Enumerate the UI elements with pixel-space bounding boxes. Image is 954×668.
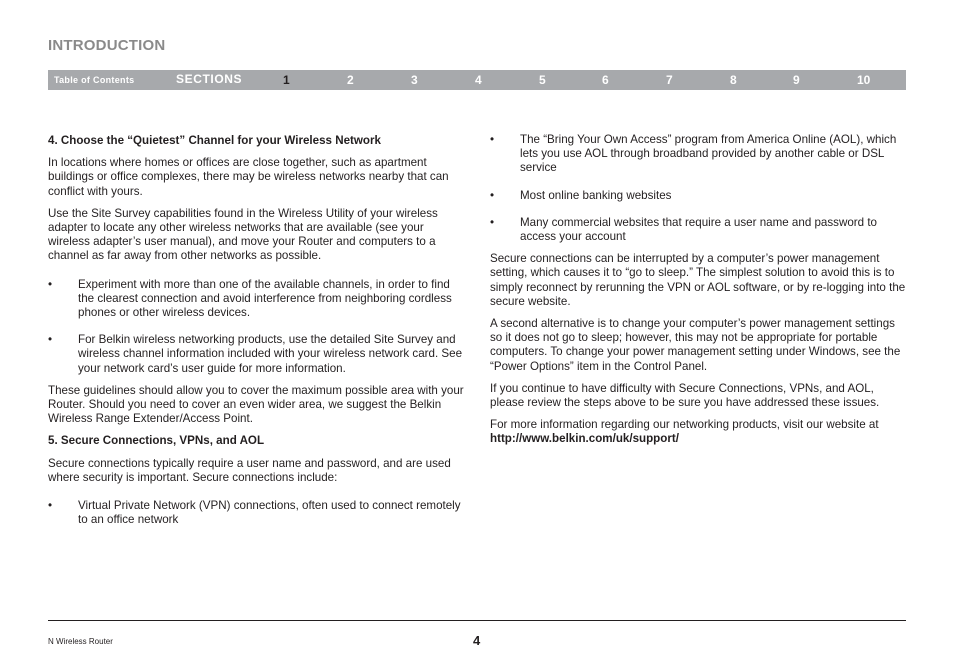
paragraph: Secure connections typically require a user name and password, and are used where security is important. Secure connections include: bbox=[48, 456, 451, 484]
bullet-item bbox=[490, 133, 910, 176]
heading-quietest-channel: 4. Choose the “Quietest” Channel for your Wireless Network bbox=[48, 134, 381, 147]
bullet-text: Most online banking websites bbox=[520, 188, 672, 202]
paragraph: These guidelines should allow you to cover the maximum possible area with your Router. Should you need to cover an even wider area, we suggest the Belkin Wireless Range Extender/Access Point. bbox=[48, 383, 464, 426]
bullet-icon: • bbox=[48, 333, 53, 347]
bullet-icon: • bbox=[490, 215, 495, 229]
bullet-text: For Belkin wireless networking products, use the detailed Site Survey and wireless channel information included with your wireless network card. See your network card’s user guide for more information. bbox=[78, 333, 463, 375]
right-column bbox=[490, 133, 910, 455]
bullet-item bbox=[48, 499, 468, 527]
section-navigation-bar bbox=[48, 70, 906, 90]
bullet-text: The “Bring Your Own Access” program from America Online (AOL), which lets you use AOL through broadband provided by another cable or DSL service bbox=[520, 133, 897, 175]
bullet-text: Virtual Private Network (VPN) connections, often used to connect remotely to an office network bbox=[78, 499, 461, 527]
bullet-text: Experiment with more than one of the available channels, in order to find the clearest connection and avoid interference from neighboring cordless phones or other wireless devices. bbox=[78, 277, 452, 320]
page-number: 4 bbox=[473, 633, 481, 648]
bullet-item bbox=[490, 189, 910, 203]
bullet-item bbox=[48, 333, 468, 376]
bullet-icon: • bbox=[48, 499, 53, 513]
left-column bbox=[48, 134, 468, 540]
section-link-5[interactable]: 5 bbox=[539, 73, 546, 87]
bullet-icon: • bbox=[490, 188, 495, 202]
section-link-4[interactable]: 4 bbox=[475, 73, 482, 87]
sections-label: SECTIONS bbox=[176, 72, 243, 86]
chapter-title: INTRODUCTION bbox=[48, 37, 166, 54]
support-link[interactable]: http://www.belkin.com/uk/support/ bbox=[490, 432, 679, 446]
paragraph: Secure connections can be interrupted by a computer’s power management setting, which causes it to “go to sleep.” The simplest solution to avoid this is to simply reconnect by rerunning the VPN or AOL software, or by re-logging into the secure website. bbox=[490, 252, 906, 308]
table-of-contents-link[interactable]: Table of Contents bbox=[54, 75, 135, 85]
footer-product-name: N Wireless Router bbox=[48, 637, 113, 646]
footer-divider bbox=[48, 620, 906, 621]
paragraph bbox=[490, 418, 910, 446]
paragraph: If you continue to have difficulty with Secure Connections, VPNs, and AOL, please review the steps above to be sure you have addressed these issues. bbox=[490, 381, 880, 410]
section-link-3[interactable]: 3 bbox=[411, 73, 418, 87]
section-link-2[interactable]: 2 bbox=[347, 73, 354, 87]
bullet-icon: • bbox=[490, 133, 495, 146]
paragraph: In locations where homes or offices are close together, such as apartment buildings or office complexes, there may be wireless networks nearby that can conflict with yours. bbox=[48, 156, 449, 198]
bullet-item bbox=[48, 278, 468, 321]
section-link-9[interactable]: 9 bbox=[793, 73, 800, 87]
section-link-8[interactable]: 8 bbox=[730, 73, 737, 87]
section-link-1[interactable]: 1 bbox=[283, 73, 290, 87]
bullet-item bbox=[490, 216, 910, 244]
bullet-icon: • bbox=[48, 277, 53, 291]
paragraph: A second alternative is to change your computer’s power management settings so it does not go to sleep; however, this may not be appropriate for portable computers. To change your power management setting under Windows, see the “Power Options” item in the Control Panel. bbox=[490, 317, 901, 373]
paragraph: Use the Site Survey capabilities found in the Wireless Utility of your wireless adapter to locate any other wireless networks that are available (see your wireless adapter’s user manual), and move your Router and computers to a channel as far away from other networks as possible. bbox=[48, 206, 438, 263]
bullet-text: Many commercial websites that require a user name and password to access your account bbox=[520, 215, 877, 244]
section-link-10[interactable]: 10 bbox=[857, 73, 871, 87]
support-text: For more information regarding our networking products, visit our website at bbox=[490, 418, 879, 432]
section-link-7[interactable]: 7 bbox=[666, 73, 673, 87]
heading-secure-connections: 5. Secure Connections, VPNs, and AOL bbox=[48, 434, 265, 448]
section-link-6[interactable]: 6 bbox=[602, 73, 609, 87]
